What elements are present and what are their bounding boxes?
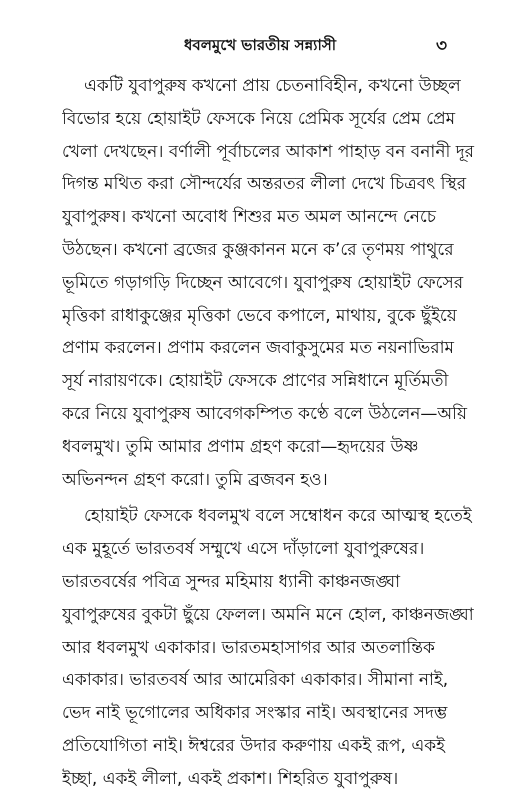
text-line: ইচ্ছা, একই লীলা, একই প্রকাশ। শিহরিত যুবাপুরুষ। xyxy=(62,768,399,789)
text-line: দিগন্ত মথিত করা সৌন্দর্যের অন্তরতর লীলা দেখে চিত্রবৎ স্থির xyxy=(62,174,467,195)
text-line: এক মুহূর্তে ভারতবর্ষ সম্মুখে এসে দাঁড়ালো যুবাপুরুষের। xyxy=(62,539,425,560)
text-line: হোয়াইট ফেসকে ধবলমুখ বলে সম্বোধন করে আত্মস্থ হতেই xyxy=(84,506,472,527)
text-line: একটি যুবাপুরুষ কখনো প্রায় চেতনাবিহীন, কখনো উচ্ছল xyxy=(84,76,461,96)
running-title: ধবলমুখে ভারতীয় সন্ন্যাসী xyxy=(183,36,337,54)
text-line: করে নিয়ে যুবাপুরুষ আবেগকম্পিত কণ্ঠে বলে উঠলেন—অয়ি xyxy=(62,403,468,424)
text-line: প্রতিযোগিতা নাই। ঈশ্বরের উদার করুণায় একই রূপ, একই xyxy=(62,735,445,756)
text-line: উঠছেন। কখনো ব্রজের কুঞ্জকানন মনে ক’রে তৃণময় পাথুরে xyxy=(62,239,454,260)
text-line: ধবলমুখ। তুমি আমার প্রণাম গ্রহণ করো—হৃদয়ের উষ্ণ xyxy=(62,436,419,457)
body-text xyxy=(62,70,482,796)
text-line: অভিনন্দন গ্রহণ করো। তুমি ব্রজবন হও। xyxy=(62,469,328,490)
text-line: যুবাপুরুষ। কখনো অবোধ শিশুর মত অমল আনন্দে নেচে xyxy=(62,207,436,228)
text-line: প্রণাম করলেন। প্রণাম করলেন জবাকুসুমের মত নয়নাভিরাম xyxy=(62,338,454,359)
page-number: ৩ xyxy=(436,36,448,56)
text-line: সূর্য নারায়ণকে। হোয়াইট ফেসকে প্রাণের সন্নিধানে মূর্তিমতী xyxy=(62,371,449,392)
page-header xyxy=(0,34,512,60)
text-line: বিভোর হয়ে হোয়াইট ফেসকে নিয়ে প্রেমিক সূর্যের প্রেম প্রেম xyxy=(62,108,456,129)
text-line: যুবাপুরুষের বুকটা ছুঁয়ে ফেলল। অমনি মনে হোল, কাঞ্চনজঙ্ঘা xyxy=(62,604,474,625)
text-line: একাকার। ভারতবর্ষ আর আমেরিকা একাকার। সীমানা নাই, xyxy=(62,670,449,691)
text-line: ভেদ নাই ভূগোলের অধিকার সংস্কার নাই। অবস্থানের সদম্ভ xyxy=(62,703,448,724)
paragraph xyxy=(62,70,482,496)
text-line: ভারতবর্ষের পবিত্র সুন্দর মহিমায় ধ্যানী কাঞ্চনজঙ্ঘা xyxy=(62,571,401,592)
text-line: খেলা দেখছেন। বর্ণালী পূর্বাচলের আকাশ পাহাড় বন বনানী দূর xyxy=(62,141,475,162)
text-line: ভূমিতে গড়াগড়ি দিচ্ছেন আবেগে। যুবাপুরুষ হোয়াইট ফেসের xyxy=(62,272,464,293)
paragraph xyxy=(62,500,482,795)
text-line: মৃত্তিকা রাধাকুঞ্জের মৃত্তিকা ভেবে কপালে, মাথায়, বুকে ছুঁইয়ে xyxy=(62,305,457,326)
text-line: আর ধবলমুখ একাকার। ভারতমহাসাগর আর অতলান্তিক xyxy=(62,637,435,658)
